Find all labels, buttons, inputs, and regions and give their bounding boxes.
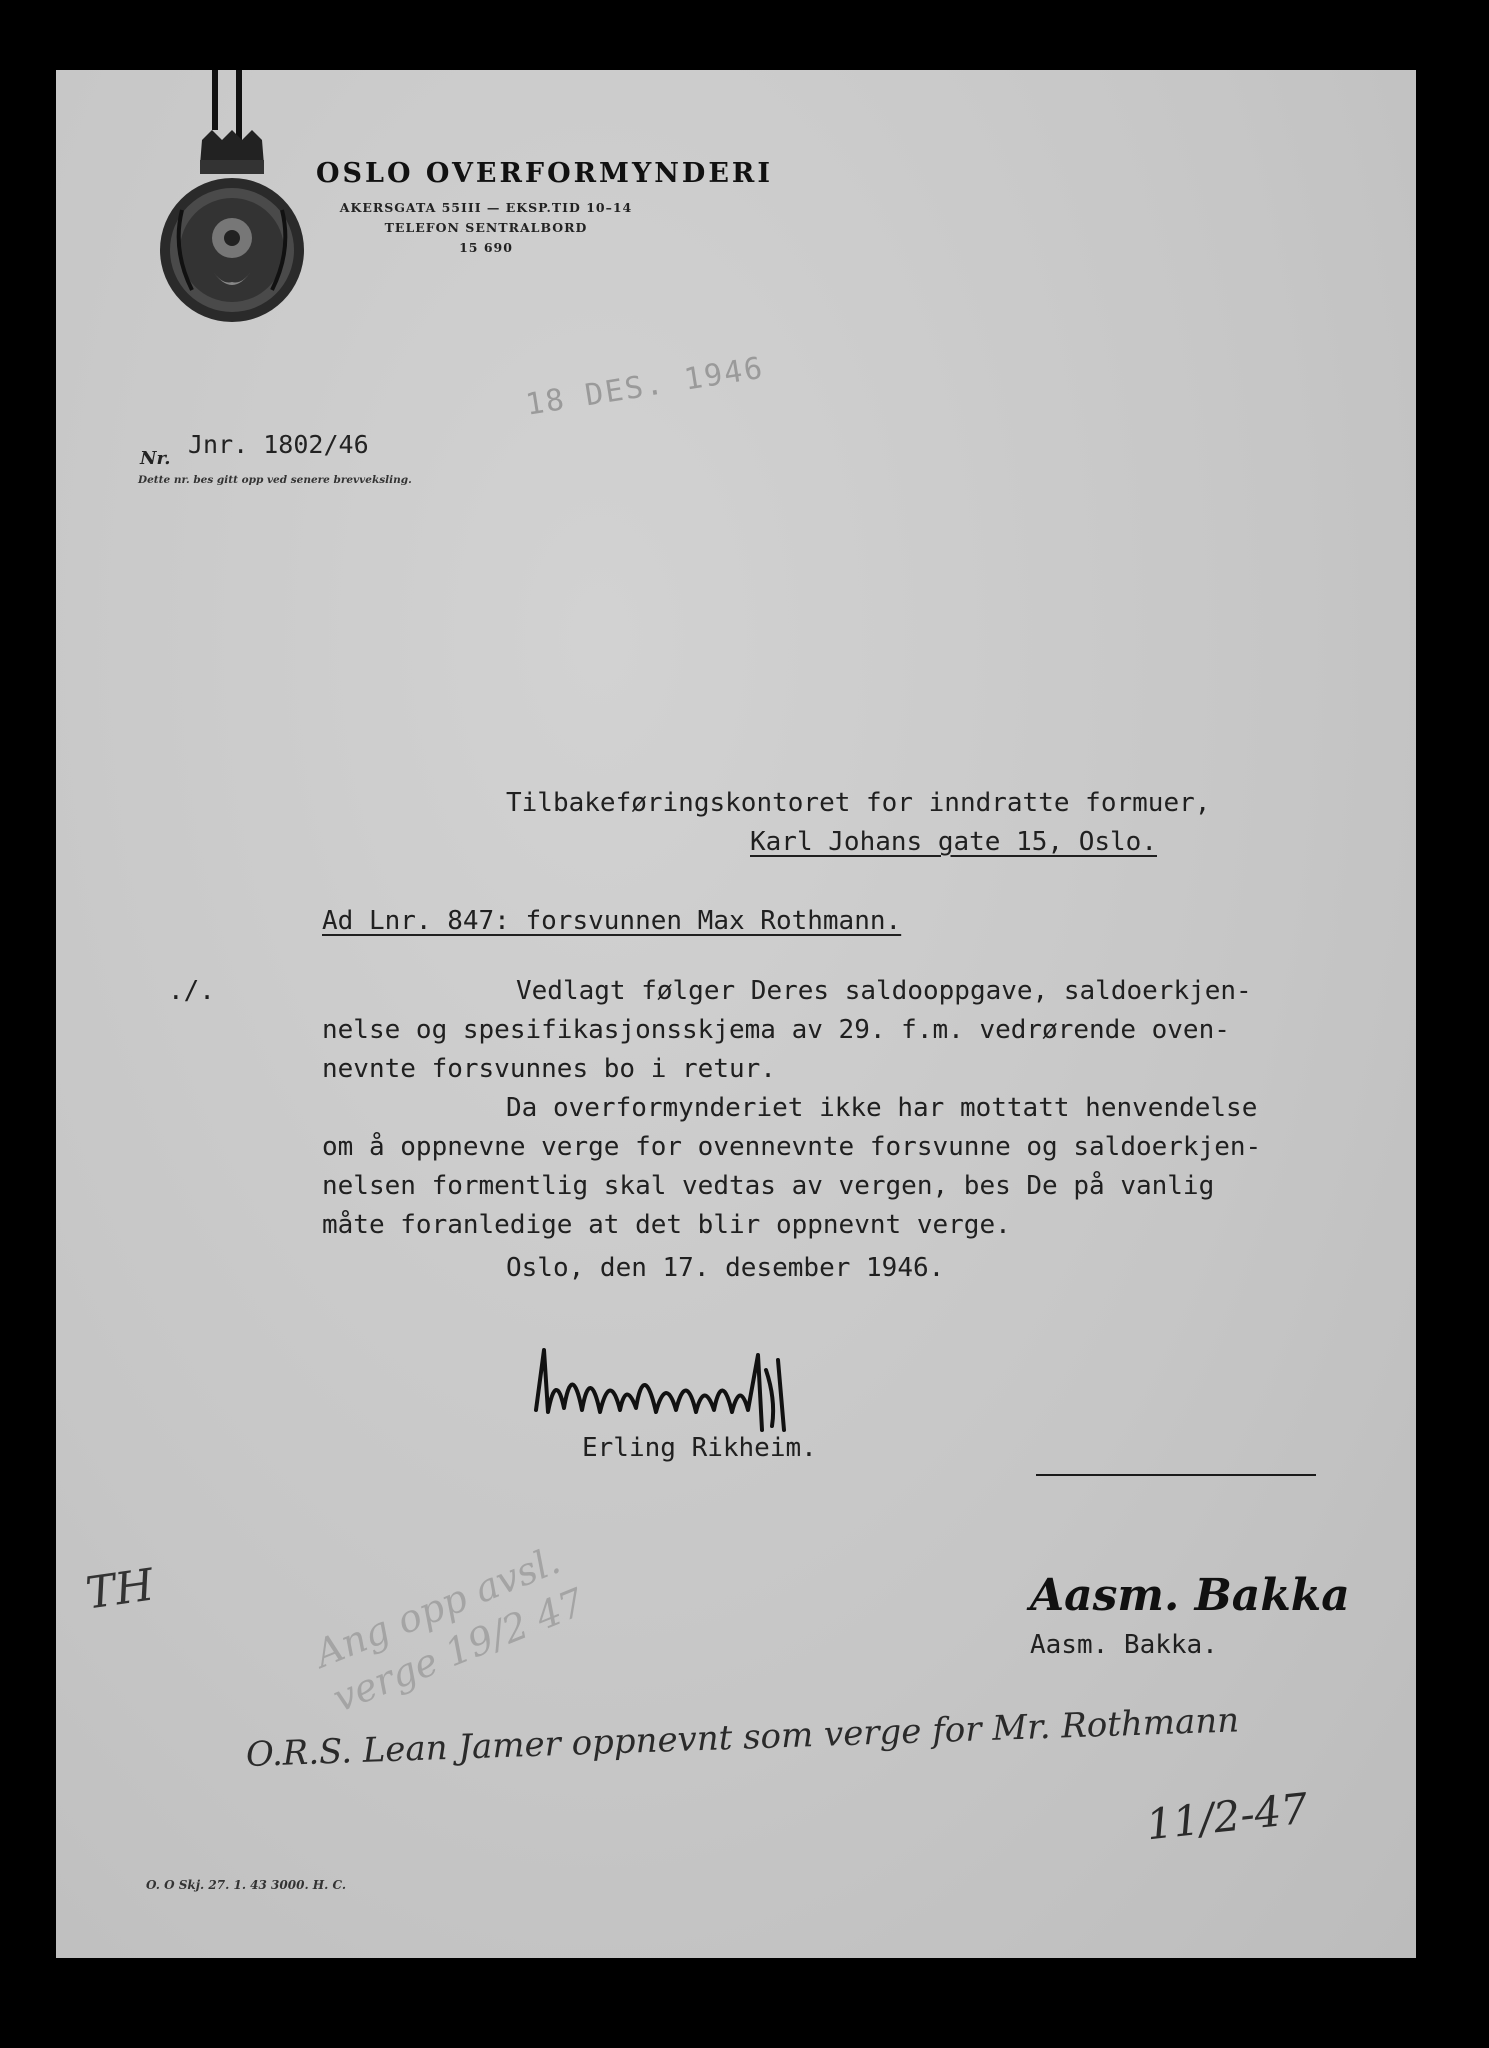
date-stamp: 18 DES. 1946 (523, 350, 767, 423)
nr-label: Nr. (140, 448, 171, 469)
signature-rikheim (526, 1330, 826, 1440)
subject-line: Ad Lnr. 847: forsvunnen Max Rothmann. (322, 906, 902, 936)
letterhead-phone-label: TELEFON SENTRALBORD (384, 220, 588, 235)
body-line: Vedlagt følger Deres saldooppgave, saldoerkjen- (516, 976, 1252, 1006)
body-line: nelse og spesifikasjonsskjema av 29. f.m. vedrørende oven- (322, 1015, 1230, 1045)
form-footer: O. O Skj. 27. 1. 43 3000. H. C. (146, 1878, 347, 1892)
letterhead-title: OSLO OVERFORMYNDERI (316, 158, 773, 189)
recipient-line-1: Tilbakeføringskontoret for inndratte formuer, (506, 788, 1211, 818)
letterhead-address: AKERSGATA 55III — EKSP.TID 10–14 (339, 200, 633, 215)
enclosure-mark: ./. (168, 976, 215, 1006)
journal-number: Jnr. 1802/46 (188, 430, 369, 459)
handwritten-initials: TH (82, 1559, 157, 1620)
journal-note: Dette nr. bes gitt opp ved senere brevveksling. (138, 474, 412, 486)
handwritten-bottom-note: O.R.S. Lean Jamer oppnevnt som verge for Mr. Rothmann (245, 1700, 1240, 1775)
letterhead-phone-number: 15 690 (459, 240, 513, 255)
date-line: Oslo, den 17. desember 1946. (506, 1253, 945, 1283)
recipient-line-2: Karl Johans gate 15, Oslo. (750, 827, 1157, 857)
oslo-crest-logo (142, 70, 332, 340)
body-line: om å oppnevne verge for ovennevnte forsvunne og saldoerkjen- (322, 1132, 1262, 1162)
handwritten-bottom-date: 11/2-47 (1143, 1783, 1311, 1850)
signatory-1-name: Erling Rikheim. (582, 1433, 817, 1463)
body-line: Da overformynderiet ikke har mottatt henvendelse (506, 1093, 1258, 1123)
body-line: måte foranledige at det blir oppnevnt verge. (322, 1210, 1011, 1240)
signature-bakka: Aasm. Bakka (1030, 1570, 1350, 1621)
pencil-note: Ang opp avsl. verge 19/2 47 (308, 1538, 591, 1721)
letter-page (56, 70, 1416, 1958)
signature-line (1036, 1474, 1316, 1476)
signatory-2-name: Aasm. Bakka. (1030, 1630, 1218, 1660)
body-line: nevnte forsvunnes bo i retur. (322, 1054, 776, 1084)
body-line: nelsen formentlig skal vedtas av vergen, bes De på vanlig (322, 1171, 1215, 1201)
